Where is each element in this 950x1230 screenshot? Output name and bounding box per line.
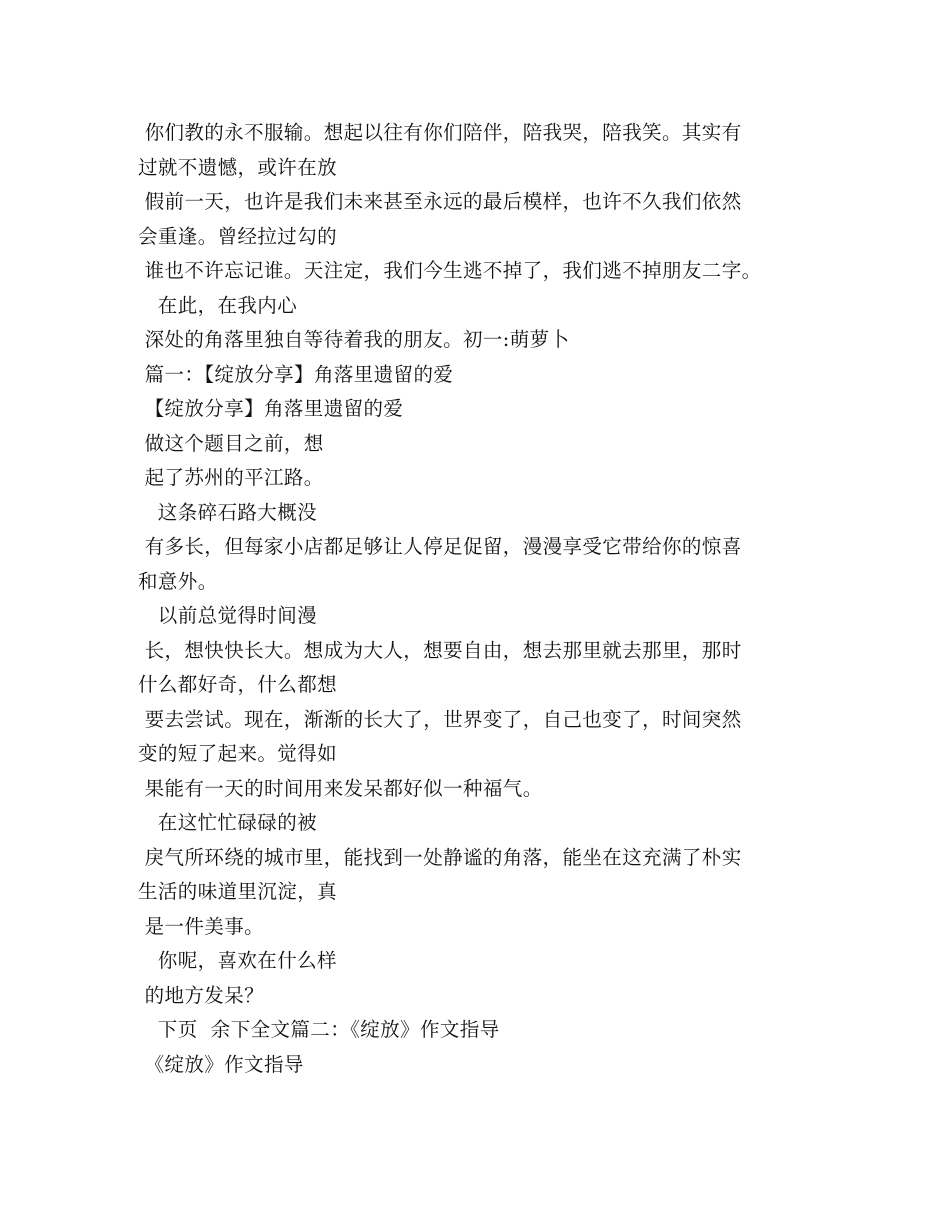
text-line-18: 要去尝试。现在，渐渐的长大了，世界变了，自己也变了，时间突然 xyxy=(138,707,742,731)
document-body xyxy=(138,116,828,1082)
text-line-21: 在这忙忙碌碌的被 xyxy=(138,811,317,834)
text-line-7: 深处的角落里独自等待着我的朋友。初一:萌萝卜 xyxy=(138,328,570,351)
text-line-5: 谁也不许忘记谁。天注定，我们今生逃不掉了，我们逃不掉朋友二字。 xyxy=(138,259,762,282)
text-line-2: 过就不遗憾，或许在放 xyxy=(138,155,338,179)
text-line-16: 长，想快快长大。想成为大人，想要自由，想去那里就去那里，那时 xyxy=(138,638,742,662)
text-line-14: 和意外。 xyxy=(138,569,218,593)
text-line-22: 戾气所环绕的城市里，能找到一处静谧的角落，能坐在这充满了朴实 xyxy=(138,845,742,869)
text-line-1: 你们教的永不服输。想起以往有你们陪伴，陪我哭，陪我笑。其实有 xyxy=(138,121,742,144)
text-line-8: 篇一：【绽放分享】角落里遗留的爱 xyxy=(138,362,454,386)
text-line-13: 有多长，但每家小店都足够让人停足促留，漫漫享受它带给你的惊喜 xyxy=(138,535,742,558)
text-line-12: 这条碎石路大概没 xyxy=(138,500,317,524)
text-line-4: 会重逢。曾经拉过勾的 xyxy=(138,224,338,248)
text-line-28: 《绽放》作文指导 xyxy=(138,1052,304,1076)
text-line-11: 起了苏州的平江路。 xyxy=(138,466,324,489)
text-line-27: 下页 余下全文篇二：《绽放》作文指导 xyxy=(138,1018,500,1041)
text-line-15: 以前总觉得时间漫 xyxy=(138,604,317,627)
text-line-20: 果能有一天的时间用来发呆都好似一种福气。 xyxy=(138,776,543,800)
text-line-19: 变的短了起来。觉得如 xyxy=(138,742,338,765)
text-line-24: 是一件美事。 xyxy=(138,914,264,938)
text-line-6: 在此，在我内心 xyxy=(138,293,298,317)
text-line-17: 什么都好奇，什么都想 xyxy=(138,673,338,696)
text-line-23: 生活的味道里沉淀，真 xyxy=(138,880,338,903)
text-line-3: 假前一天，也许是我们未来甚至永远的最后模样，也许不久我们依然 xyxy=(138,190,742,213)
text-line-9: 【绽放分享】角落里遗留的爱 xyxy=(138,397,404,420)
text-line-10: 做这个题目之前，想 xyxy=(138,431,324,455)
text-line-26: 的地方发呆？ xyxy=(138,983,264,1007)
text-line-25: 你呢，喜欢在什么样 xyxy=(138,949,337,972)
